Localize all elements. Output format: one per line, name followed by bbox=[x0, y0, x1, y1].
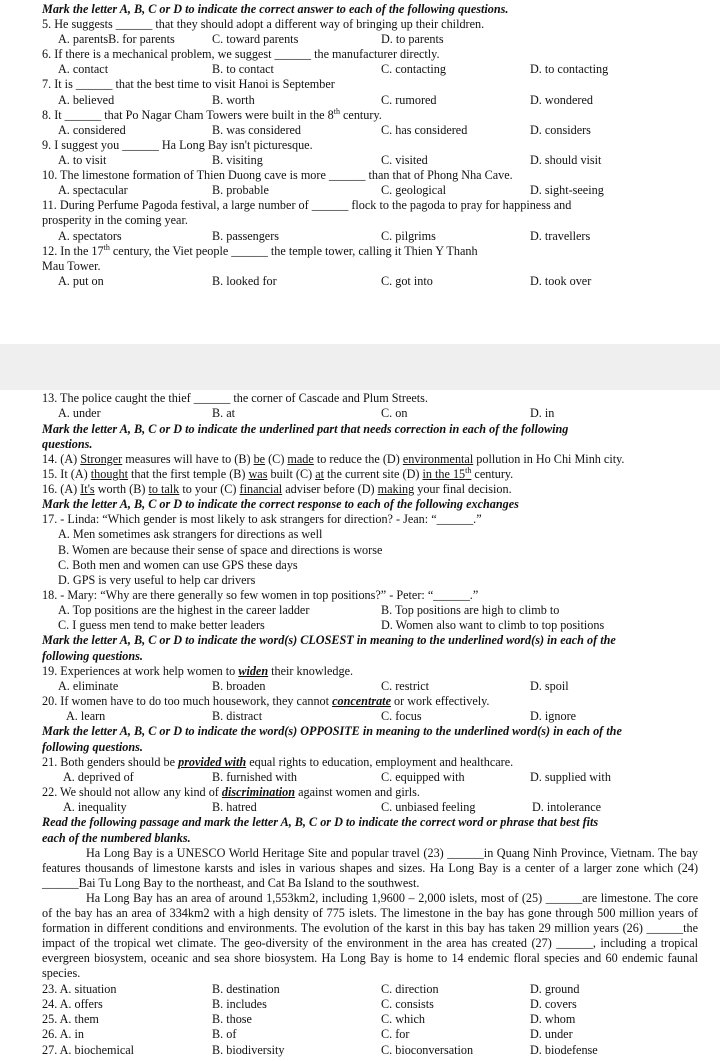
q7-option-d: D. wondered bbox=[530, 93, 593, 107]
q20-option-b: B. distract bbox=[212, 709, 263, 723]
question-15 bbox=[42, 467, 700, 482]
q10-option-a: A. spectacular bbox=[58, 183, 128, 197]
section-closest-instruction-2: following questions. bbox=[42, 649, 143, 663]
section-closest-instruction: Mark the letter A, B, C or D to indicate the word(s) CLOSEST in meaning to the underlined word(s) in each of the bbox=[42, 633, 616, 647]
question-18-stem: 18. - Mary: “Why are there generally so few women in top positions?” - Peter: “______.” bbox=[42, 588, 479, 602]
q15-part-a: thought bbox=[90, 467, 128, 481]
q13-option-c: C. on bbox=[381, 406, 408, 420]
q25-option-b: B. those bbox=[212, 1012, 252, 1026]
passage-paragraph-1: Ha Long Bay is a UNESCO World Heritage Site and popular travel (23) ______in Quang Ninh Province, Vietnam. The bay features thousands of limestone karsts and isles in various shapes and sizes. Ha Long Bay is a center of a larger zone which (24) ______Bai Tu Long Bay to the northeast, and Cat Ba Island to the southwest. bbox=[42, 846, 698, 890]
q19-option-b: B. broaden bbox=[212, 679, 266, 693]
q16-text-1: worth (B) bbox=[94, 482, 149, 496]
q17-option-a: A. Men sometimes ask strangers for directions as well bbox=[58, 527, 323, 541]
q16-part-d: making bbox=[377, 482, 415, 496]
q17-option-b: B. Women are because their sense of space and directions is worse bbox=[58, 543, 383, 557]
q21-underlined: provided with bbox=[178, 755, 247, 769]
q8-option-c: C. has considered bbox=[381, 123, 468, 137]
section-opposite-instruction-2: following questions. bbox=[42, 740, 143, 754]
q15-part-d bbox=[422, 467, 471, 481]
q5-option-d: D. to parents bbox=[381, 32, 444, 46]
q8-option-a: A. considered bbox=[58, 123, 126, 137]
question-12-stem-line2: Mau Tower. bbox=[42, 259, 101, 273]
q14-text-4: pollution in Ho Chi Minh city. bbox=[473, 452, 625, 466]
question-20-stem bbox=[42, 694, 700, 709]
question-10-stem: 10. The limestone formation of Thien Duong cave is more ______ than that of Phong Nha Cave. bbox=[42, 168, 513, 182]
q7-option-c: C. rumored bbox=[381, 93, 437, 107]
q20-pre: 20. If women have to do too much housework, they cannot bbox=[42, 694, 333, 708]
q17-option-c: C. Both men and women can use GPS these days bbox=[58, 558, 298, 572]
section-opposite-instruction: Mark the letter A, B, C or D to indicate the word(s) OPPOSITE in meaning to the underlined word(s) in each of the bbox=[42, 724, 622, 738]
q19-option-d: D. spoil bbox=[530, 679, 569, 693]
section-passage-instruction: Read the following passage and mark the letter A, B, C or D to indicate the correct word or phrase that best fits bbox=[42, 815, 599, 829]
q24-option-b: B. includes bbox=[212, 997, 267, 1011]
q20-underlined: concentrate bbox=[332, 694, 391, 708]
q16-num: 16. (A) bbox=[42, 482, 81, 496]
q24-option-d: D. covers bbox=[530, 997, 577, 1011]
q26-option-a: 26. A. in bbox=[42, 1027, 84, 1041]
q21-pre: 21. Both genders should be bbox=[42, 755, 179, 769]
q7-option-a: A. believed bbox=[58, 93, 115, 107]
question-22-stem bbox=[42, 785, 700, 800]
question-16 bbox=[42, 482, 700, 497]
q19-option-a: A. eliminate bbox=[58, 679, 119, 693]
q11-option-a: A. spectators bbox=[58, 229, 122, 243]
q15-part-b: was bbox=[248, 467, 268, 481]
section-instruction: Mark the letter A, B, C or D to indicate the correct answer to each of the following questions. bbox=[42, 2, 509, 16]
q22-option-d: D. intolerance bbox=[532, 800, 602, 814]
q8-option-b: B. was considered bbox=[212, 123, 302, 137]
q22-pre: 22. We should not allow any kind of bbox=[42, 785, 222, 799]
q12-stem-sup: th bbox=[103, 242, 110, 252]
q16-text-2: to your (C) bbox=[179, 482, 240, 496]
q16-part-c: financial bbox=[239, 482, 283, 496]
q24-option-a: 24. A. offers bbox=[42, 997, 103, 1011]
q20-post: or work effectively. bbox=[390, 694, 490, 708]
q8-stem-pre: 8. It ______ that Po Nagar Cham Towers were built in the 8 bbox=[42, 108, 334, 122]
page-bottom bbox=[0, 390, 720, 1061]
q13-option-a: A. under bbox=[58, 406, 101, 420]
q22-underlined: discrimination bbox=[221, 785, 296, 799]
q13-option-d: D. in bbox=[530, 406, 555, 420]
page-top bbox=[0, 0, 720, 344]
q8-option-d: D. considers bbox=[530, 123, 591, 137]
q15-text-3: the current site (D) bbox=[324, 467, 423, 481]
q15-text-2: built (C) bbox=[267, 467, 316, 481]
q21-post: equal rights to education, employment and healthcare. bbox=[246, 755, 514, 769]
section-error-instruction: Mark the letter A, B, C or D to indicate the underlined part that needs correction in each of the following bbox=[42, 422, 569, 436]
q15-part-d-sup: th bbox=[465, 465, 472, 475]
q12-stem-pre: 12. In the 17 bbox=[42, 244, 104, 258]
q10-option-c: C. geological bbox=[381, 183, 446, 197]
q9-option-d: D. should visit bbox=[530, 153, 602, 167]
q27-option-a: 27. A. biochemical bbox=[42, 1043, 135, 1057]
q15-part-c: at bbox=[315, 467, 324, 481]
q16-part-a: It's bbox=[80, 482, 95, 496]
page-break bbox=[0, 344, 720, 390]
q19-post: their knowledge. bbox=[268, 664, 354, 678]
passage-paragraph-2: Ha Long Bay has an area of around 1,553km2, including 1,9600 – 2,000 islets, most of (25) ______are limestone. The core of the bay has an area of 334km2 with a high density of 775 islets. The limestone in the bay has gone through 500 million years of formation in different conditions and environments. The evolution of the karst in this bay has taken 29 million years (26) ______the impact of the tropical wet climate. The geo-diversity of the environment in the area has created (27) ______, including a tropical evergreen biosystem, oceanic and sea shore biosystem. Ha Long Bay is home to 14 endemic floral species and 60 endemic faunal species. bbox=[42, 891, 698, 980]
q11-option-d: D. travellers bbox=[530, 229, 591, 243]
q5-option-a: A. parentsB. for parents bbox=[58, 32, 175, 46]
q22-post: against women and girls. bbox=[295, 785, 420, 799]
q6-option-b: B. to contact bbox=[212, 62, 274, 76]
q22-option-c: C. unbiased feeling bbox=[381, 800, 476, 814]
q11-option-c: C. pilgrims bbox=[381, 229, 436, 243]
q19-option-c: C. restrict bbox=[381, 679, 430, 693]
q23-option-b: B. destination bbox=[212, 982, 280, 996]
q20-option-d: D. ignore bbox=[530, 709, 577, 723]
q17-option-d: D. GPS is very useful to help car drivers bbox=[58, 573, 256, 587]
question-8-stem bbox=[42, 108, 700, 123]
section-error-instruction-2: questions. bbox=[42, 437, 93, 451]
q14-part-d: environmental bbox=[402, 452, 474, 466]
question-21-stem bbox=[42, 755, 700, 770]
q21-option-c: C. equipped with bbox=[381, 770, 465, 784]
q7-option-b: B. worth bbox=[212, 93, 255, 107]
question-11-stem: 11. During Perfume Pagoda festival, a large number of ______ flock to the pagoda to pray for happiness and prosperity in the coming year. bbox=[42, 198, 572, 227]
q15-num: 15. It (A) bbox=[42, 467, 91, 481]
q15-part-d-text: in the 15 bbox=[422, 467, 466, 481]
q18-option-b: B. Top positions are high to climb to bbox=[381, 603, 560, 617]
q25-option-a: 25. A. them bbox=[42, 1012, 99, 1026]
q9-option-b: B. visiting bbox=[212, 153, 263, 167]
q23-option-a: 23. A. situation bbox=[42, 982, 117, 996]
q26-option-c: C. for bbox=[381, 1027, 410, 1041]
q16-part-b: to talk bbox=[148, 482, 180, 496]
q21-option-b: B. furnished with bbox=[212, 770, 297, 784]
section-response-instruction: Mark the letter A, B, C or D to indicate the correct response to each of the following exchanges bbox=[42, 497, 519, 511]
q6-option-a: A. contact bbox=[58, 62, 109, 76]
q21-option-a: A. deprived of bbox=[63, 770, 134, 784]
q6-option-c: C. contacting bbox=[381, 62, 446, 76]
q14-part-b: be bbox=[253, 452, 266, 466]
question-7-stem: 7. It is ______ that the best time to visit Hanoi is September bbox=[42, 77, 335, 91]
q12-option-b: B. looked for bbox=[212, 274, 277, 288]
q6-option-d: D. to contacting bbox=[530, 62, 609, 76]
q8-stem-sup: th bbox=[333, 106, 340, 116]
q23-option-d: D. ground bbox=[530, 982, 580, 996]
question-13-stem: 13. The police caught the thief ______ the corner of Cascade and Plum Streets. bbox=[42, 391, 428, 405]
q16-text-3: adviser before (D) bbox=[282, 482, 378, 496]
q9-option-a: A. to visit bbox=[58, 153, 107, 167]
q10-option-d: D. sight-seeing bbox=[530, 183, 604, 197]
q16-text-4: your final decision. bbox=[414, 482, 512, 496]
q14-text-1: measures will have to (B) bbox=[122, 452, 254, 466]
q19-underlined: widen bbox=[238, 664, 269, 678]
q11-option-b: B. passengers bbox=[212, 229, 280, 243]
q22-option-a: A. inequality bbox=[63, 800, 127, 814]
q20-option-a: A. learn bbox=[66, 709, 106, 723]
question-9-stem: 9. I suggest you ______ Ha Long Bay isn't picturesque. bbox=[42, 138, 313, 152]
question-6-stem: 6. If there is a mechanical problem, we suggest ______ the manufacturer directly. bbox=[42, 47, 440, 61]
q22-option-b: B. hatred bbox=[212, 800, 257, 814]
q24-option-c: C. consists bbox=[381, 997, 434, 1011]
section-passage-instruction-2: each of the numbered blanks. bbox=[42, 831, 191, 845]
q12-option-d: D. took over bbox=[530, 274, 592, 288]
q26-option-b: B. of bbox=[212, 1027, 237, 1041]
q27-option-c: C. bioconversation bbox=[381, 1043, 474, 1057]
question-5-stem: 5. He suggests ______ that they should adopt a different way of bringing up their children. bbox=[42, 17, 485, 31]
q15-text-4: century. bbox=[471, 467, 514, 481]
q27-option-b: B. biodiversity bbox=[212, 1043, 285, 1057]
q25-option-c: C. which bbox=[381, 1012, 426, 1026]
q10-option-b: B. probable bbox=[212, 183, 269, 197]
q14-part-c: made bbox=[287, 452, 314, 466]
q26-option-d: D. under bbox=[530, 1027, 573, 1041]
q18-option-a: A. Top positions are the highest in the career ladder bbox=[58, 603, 310, 617]
q25-option-d: D. whom bbox=[530, 1012, 576, 1026]
q27-option-d: D. biodefense bbox=[530, 1043, 598, 1057]
question-17-stem: 17. - Linda: “Which gender is most likely to ask strangers for direction? - Jean: “______.” bbox=[42, 512, 482, 526]
q18-option-d: D. Women also want to climb to top positions bbox=[381, 618, 605, 632]
q14-text-2: (C) bbox=[265, 452, 288, 466]
q21-option-d: D. supplied with bbox=[530, 770, 611, 784]
q8-stem-post: century. bbox=[339, 108, 382, 122]
q12-option-a: A. put on bbox=[58, 274, 104, 288]
question-19-stem bbox=[42, 664, 700, 679]
q18-option-c: C. I guess men tend to make better leaders bbox=[58, 618, 265, 632]
q19-pre: 19. Experiences at work help women to bbox=[42, 664, 239, 678]
q14-part-a: Stronger bbox=[80, 452, 123, 466]
q13-option-b: B. at bbox=[212, 406, 236, 420]
q9-option-c: C. visited bbox=[381, 153, 428, 167]
q14-num: 14. (A) bbox=[42, 452, 81, 466]
question-14 bbox=[42, 452, 700, 467]
q5-option-c: C. toward parents bbox=[212, 32, 299, 46]
q12-option-c: C. got into bbox=[381, 274, 433, 288]
q15-text-1: that the first temple (B) bbox=[128, 467, 249, 481]
q12-stem-post: century, the Viet people ______ the temple tower, calling it Thien Y Thanh bbox=[109, 244, 478, 258]
q23-option-c: C. direction bbox=[381, 982, 439, 996]
q20-option-c: C. focus bbox=[381, 709, 422, 723]
q14-text-3: to reduce the (D) bbox=[313, 452, 403, 466]
question-12-stem bbox=[42, 244, 700, 259]
